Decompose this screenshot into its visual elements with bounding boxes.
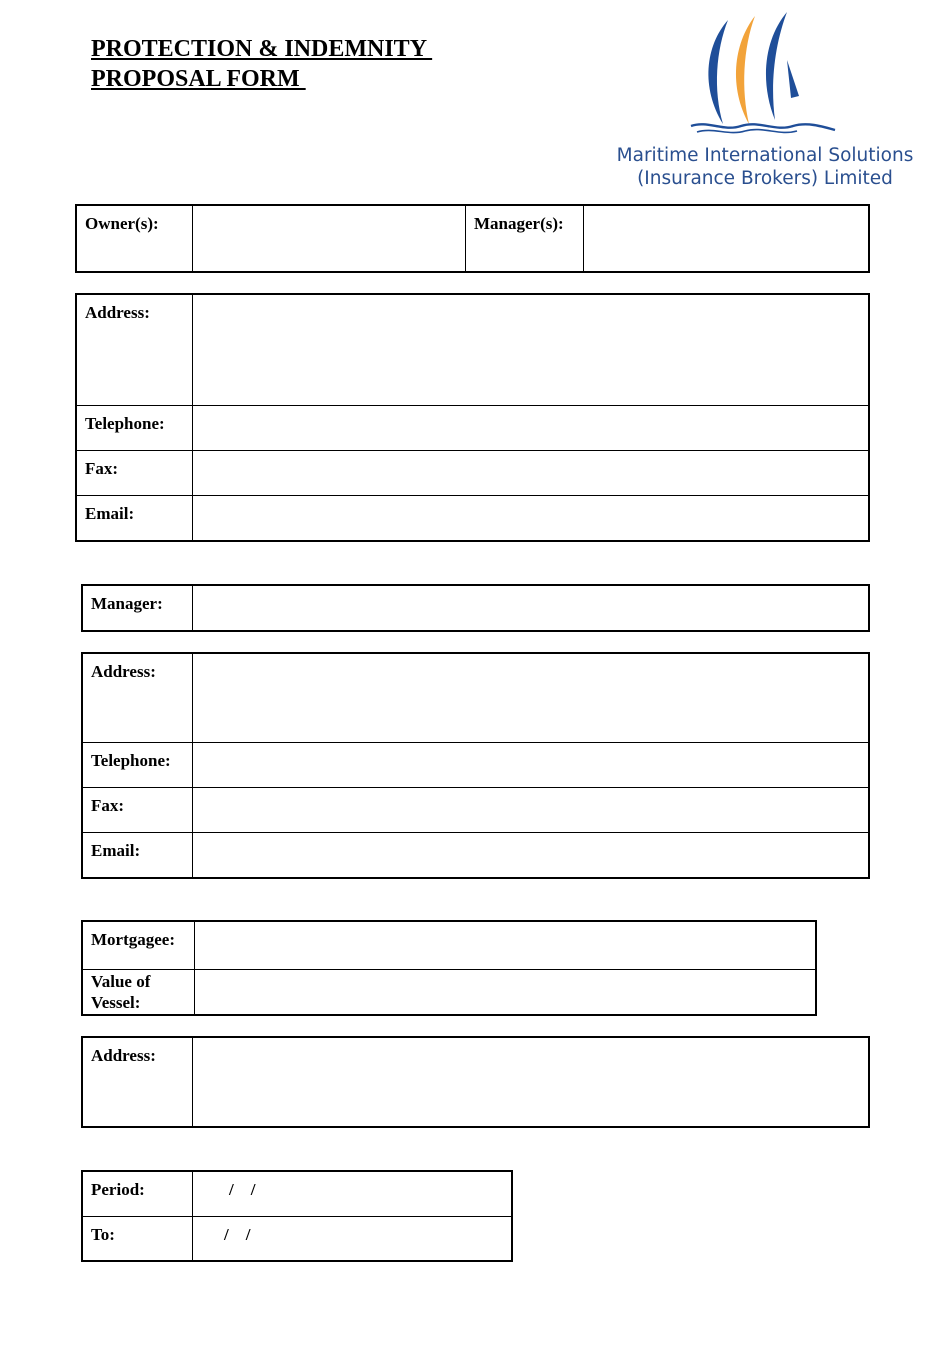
period-to-field[interactable] [193,1217,512,1261]
company-name-line-1: Maritime International Solutions [616,145,914,166]
mortgagee-label: Mortgagee: [83,922,195,970]
owner-manager-table [76,205,869,272]
page-title [91,34,432,94]
company-name-line-2: (Insurance Brokers) Limited [637,168,893,189]
period-label: Period: [83,1172,193,1217]
owner-email-label: Email: [77,496,193,541]
vessel-value-label: Value of Vessel: [83,970,195,1015]
manager-contact-table [82,653,869,878]
managers-label: Manager(s): [466,206,584,272]
period-from-date: / / [229,1180,256,1199]
owner-label: Owner(s): [77,206,193,272]
period-to-date: / / [224,1225,251,1244]
manager-email-label: Email: [83,833,193,878]
mortgagee-address-field[interactable] [193,1038,869,1127]
owner-address-field[interactable] [193,295,869,406]
manager-label: Manager: [83,586,193,631]
owner-address-label: Address: [77,295,193,406]
title-line-2: PROPOSAL FORM [91,66,306,92]
managers-field[interactable] [584,206,869,272]
owner-fax-label: Fax: [77,451,193,496]
owner-telephone-field[interactable] [193,406,869,451]
owner-fax-field[interactable] [193,451,869,496]
period-table [82,1171,512,1261]
mortgagee-address-label: Address: [83,1038,193,1127]
owner-telephone-label: Telephone: [77,406,193,451]
manager-telephone-field[interactable] [193,743,869,788]
manager-field[interactable] [193,586,869,631]
manager-telephone-label: Telephone: [83,743,193,788]
period-from-field[interactable] [193,1172,512,1217]
title-line-1: PROTECTION & INDEMNITY [91,36,433,62]
mortgagee-field[interactable] [195,922,816,970]
owner-field[interactable] [193,206,466,272]
owner-email-field[interactable] [193,496,869,541]
vessel-value-field[interactable] [195,970,816,1015]
manager-fax-label: Fax: [83,788,193,833]
manager-email-field[interactable] [193,833,869,878]
mortgagee-table [82,921,816,1015]
to-label: To: [83,1217,193,1261]
owner-contact-table [76,294,869,541]
manager-table [82,585,869,631]
manager-fax-field[interactable] [193,788,869,833]
manager-address-field[interactable] [193,654,869,743]
sailboat-logo-icon [683,8,848,138]
manager-address-label: Address: [83,654,193,743]
mortgagee-address-table [82,1037,869,1127]
company-logo [605,8,925,198]
